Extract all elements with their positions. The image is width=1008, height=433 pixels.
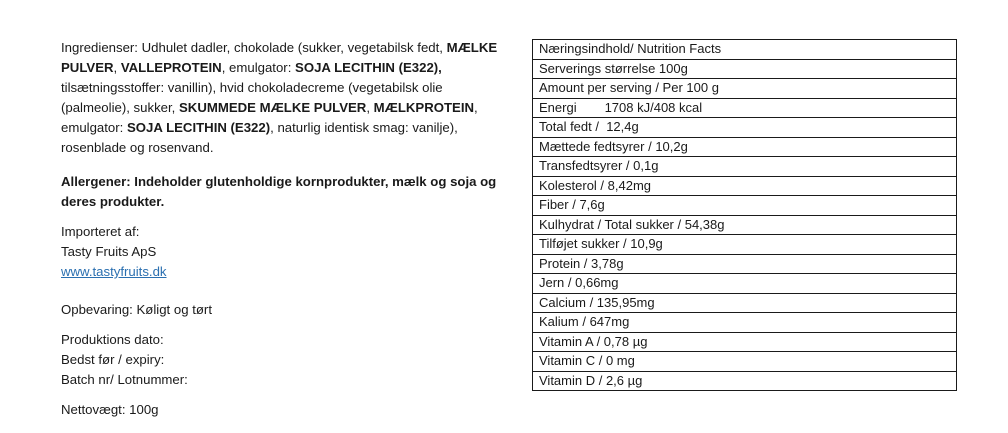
- ingredients-text: ,: [113, 60, 121, 75]
- storage-text: Opbevaring: Køligt og tørt: [61, 302, 212, 317]
- nutrition-row: Calcium / 135,95mg: [533, 294, 956, 314]
- energy-label: Energi: [539, 99, 577, 115]
- allergen-whey-protein: VALLEPROTEIN: [120, 60, 222, 75]
- ingredients-paragraph: [61, 38, 506, 158]
- label-text-column: [61, 38, 506, 420]
- allergen-skimmed-milk-powder: SKUMMEDE MÆLKE PULVER: [179, 100, 367, 115]
- nutrition-row: Vitamin A / 0,78 µg: [533, 333, 956, 353]
- nutrition-table: [532, 39, 957, 391]
- importer-label: Importeret af:: [61, 224, 140, 239]
- batch-number-label: Batch nr/ Lotnummer:: [61, 372, 188, 387]
- ingredients-text: , emulgator:: [61, 100, 478, 135]
- nutrition-row: Kolesterol / 8,42mg: [533, 177, 956, 197]
- nutrition-row: Jern / 0,66mg: [533, 274, 956, 294]
- serving-size-row: Serverings størrelse 100g: [533, 60, 956, 80]
- nutrition-row: Kalium / 647mg: [533, 313, 956, 333]
- ingredients-text: ,: [366, 100, 374, 115]
- importer-name: Tasty Fruits ApS: [61, 244, 157, 259]
- nutrition-row: Transfedtsyrer / 0,1g: [533, 157, 956, 177]
- nutrition-row: Vitamin C / 0 mg: [533, 352, 956, 372]
- production-date-label: Produktions dato:: [61, 332, 164, 347]
- allergen-soy-lecithin: SOJA LECITHIN (E322),: [295, 60, 442, 75]
- ingredients-text: Ingredienser: Udhulet dadler, chokolade (sukker, vegetabilsk fedt,: [61, 40, 447, 55]
- best-before-label: Bedst før / expiry:: [61, 352, 165, 367]
- allergens-paragraph: [61, 172, 506, 212]
- nutrition-row: Tilføjet sukker / 10,9g: [533, 235, 956, 255]
- ingredients-text: tilsætningsstoffer: vanillin), hvid chokoladecreme (vegetabilsk olie (palmeolie), sukker,: [61, 80, 443, 115]
- allergens-text: Allergener: Indeholder glutenholdige kornprodukter, mælk og soja og deres produkter.: [61, 174, 497, 209]
- allergen-milk-protein: MÆLKPROTEIN: [373, 100, 475, 115]
- nutrition-header: Næringsindhold/ Nutrition Facts: [533, 40, 956, 60]
- nutrition-row: Mættede fedtsyrer / 10,2g: [533, 138, 956, 158]
- nutrition-row: Kulhydrat / Total sukker / 54,38g: [533, 216, 956, 236]
- allergen-soy-lecithin-2: SOJA LECITHIN (E322): [126, 120, 271, 135]
- energy-row: [533, 99, 956, 119]
- amount-per-serving-row: Amount per serving / Per 100 g: [533, 79, 956, 99]
- nutrition-row: Vitamin D / 2,6 µg: [539, 372, 643, 388]
- ingredients-text: , emulgator:: [221, 60, 296, 75]
- ingredients-text: , naturlig identisk smag: vanilje), rosenblade og rosenvand.: [61, 120, 458, 155]
- net-weight-text: Nettovægt: 100g: [61, 402, 159, 417]
- energy-value: 1708 kJ/408 kcal: [604, 99, 703, 115]
- allergen-milk-powder: MÆLKE PULVER: [61, 40, 498, 75]
- nutrition-row: Protein / 3,78g: [533, 255, 956, 275]
- nutrition-row: Total fedt / 12,4g: [533, 118, 956, 138]
- importer-website-line: [61, 262, 506, 282]
- website-link[interactable]: www.tastyfruits.dk: [61, 264, 167, 279]
- nutrition-row: Fiber / 7,6g: [533, 196, 956, 216]
